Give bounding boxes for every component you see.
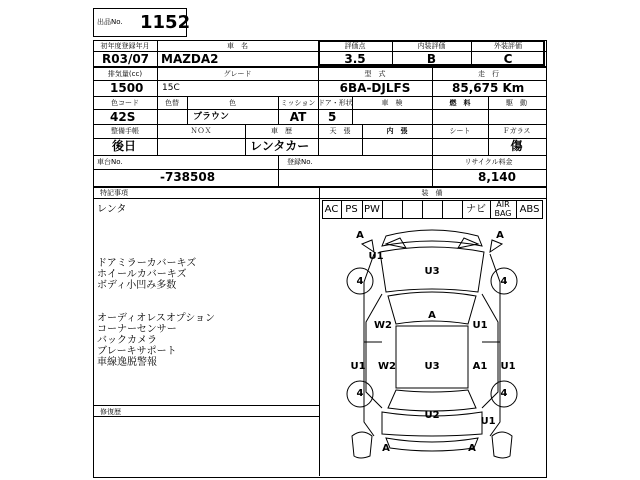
label-nox: ＮＯＸ xyxy=(190,127,212,135)
label-sunroof: 天 張 xyxy=(329,127,351,135)
car-name-value: MAZDA2 xyxy=(161,52,219,66)
damage-windshield: A xyxy=(428,310,436,321)
label-drive: 駆 動 xyxy=(506,99,527,107)
car-diagram xyxy=(322,222,542,474)
label-maintenance: 整備手帳 xyxy=(111,127,139,135)
first-reg-value: R03/07 xyxy=(102,52,150,66)
label-first-reg: 初年度登録年月 xyxy=(100,42,150,50)
label-interior: 内装評価 xyxy=(417,42,446,50)
damage-door-rl: W2 xyxy=(378,361,396,372)
label-exterior: 外装評価 xyxy=(494,42,522,50)
note-line: レンタ xyxy=(97,204,127,215)
interior-value: B xyxy=(426,52,437,66)
color-value: ブラウン xyxy=(193,112,230,122)
damage-wheel-fl: 4 xyxy=(356,276,364,287)
chassis-value: -738508 xyxy=(160,170,216,184)
equipment-item: PW xyxy=(364,204,380,215)
score-value: 3.5 xyxy=(344,52,366,66)
history-value: レンタカー xyxy=(250,139,310,153)
lot-number: 1152 xyxy=(140,12,191,33)
label-color-code: 色コード xyxy=(111,99,139,107)
damage-door-fr: U1 xyxy=(472,320,488,331)
label-fglass: Ｆガラス xyxy=(502,127,531,135)
damage-bumper-r: A xyxy=(468,443,476,454)
label-car-name: 車 名 xyxy=(227,42,248,50)
label-repair: 修復歴 xyxy=(100,408,121,416)
damage-front-right: A xyxy=(496,230,504,241)
note-line: ブレーキサポート xyxy=(97,346,177,357)
label-grade: グレード xyxy=(223,70,252,78)
exterior-value: C xyxy=(503,52,513,66)
doors-value: 5 xyxy=(328,110,337,124)
lot-box xyxy=(93,8,191,37)
model-value: 6BA-DJLFS xyxy=(339,81,411,95)
label-history: 車 歴 xyxy=(271,127,292,135)
damage-front-left: A xyxy=(356,230,364,241)
damage-wheel-rr: 4 xyxy=(500,388,508,399)
damage-side-r: A1 xyxy=(472,361,488,372)
label-seat: シート xyxy=(449,127,471,135)
label-displacement: 排気量(cc) xyxy=(107,70,143,78)
lot-label: 出品No. xyxy=(97,18,123,26)
label-chassis: 車台No. xyxy=(97,158,123,166)
damage-rear-r: U1 xyxy=(480,416,496,427)
note-line: 車線逸脱警報 xyxy=(97,357,157,368)
damage-hood: U3 xyxy=(424,266,440,277)
damage-roof: U3 xyxy=(424,361,440,372)
equipment-item: PS xyxy=(345,204,358,215)
equipment-item: AC xyxy=(324,204,339,215)
fglass-value: 傷 xyxy=(510,139,523,153)
damage-wheel-rl: 4 xyxy=(356,388,364,399)
note-line: ボディ小凹み多数 xyxy=(97,280,177,291)
equipment-item: AIR BAG xyxy=(494,200,512,218)
displacement-value: 1500 xyxy=(110,81,144,95)
label-inner: 内 張 xyxy=(386,127,408,135)
note-line: ドアミラーカバーキズ xyxy=(97,258,197,269)
equipment-item: ナビ xyxy=(466,204,486,215)
note-line: コーナーセンサー xyxy=(97,324,177,335)
grade-value: 15C xyxy=(162,83,180,93)
label-mileage: 走 行 xyxy=(478,70,499,78)
damage-wheel-fr: 4 xyxy=(500,276,508,287)
color-code-value: 42S xyxy=(110,110,136,124)
maintenance-value: 後日 xyxy=(112,139,137,153)
label-equipment: 装 備 xyxy=(421,189,443,197)
damage-side-r2: U1 xyxy=(500,361,516,372)
note-line: オーディオレスオプション xyxy=(97,313,215,324)
label-mission: ミッション xyxy=(280,99,316,107)
damage-side-l: U1 xyxy=(350,361,366,372)
damage-bumper-l: A xyxy=(382,443,390,454)
mileage-value: 85,675 Km xyxy=(452,81,525,95)
label-color-change: 色替 xyxy=(165,99,179,107)
label-inspection: 車 検 xyxy=(381,99,403,107)
note-line: バックカメラ xyxy=(97,335,157,346)
note-line: ホイールカバーキズ xyxy=(97,269,187,280)
label-doors: ドア・形状 xyxy=(318,99,353,107)
label-reg-no: 登録No. xyxy=(287,158,313,166)
mission-value: AT xyxy=(289,110,307,124)
equipment-item: ABS xyxy=(519,204,540,215)
damage-door-fl: W2 xyxy=(374,320,392,331)
label-color: 色 xyxy=(229,99,236,107)
damage-trunk: U2 xyxy=(424,410,440,421)
label-recycle: リサイクル料金 xyxy=(464,158,513,166)
label-fuel: 燃 料 xyxy=(449,99,471,107)
label-score: 評価点 xyxy=(344,42,366,50)
recycle-value: 8,140 xyxy=(478,170,516,184)
damage-fender-front: U1 xyxy=(368,251,384,262)
label-notes: 特記事項 xyxy=(100,189,128,197)
label-model: 型 式 xyxy=(364,70,386,78)
